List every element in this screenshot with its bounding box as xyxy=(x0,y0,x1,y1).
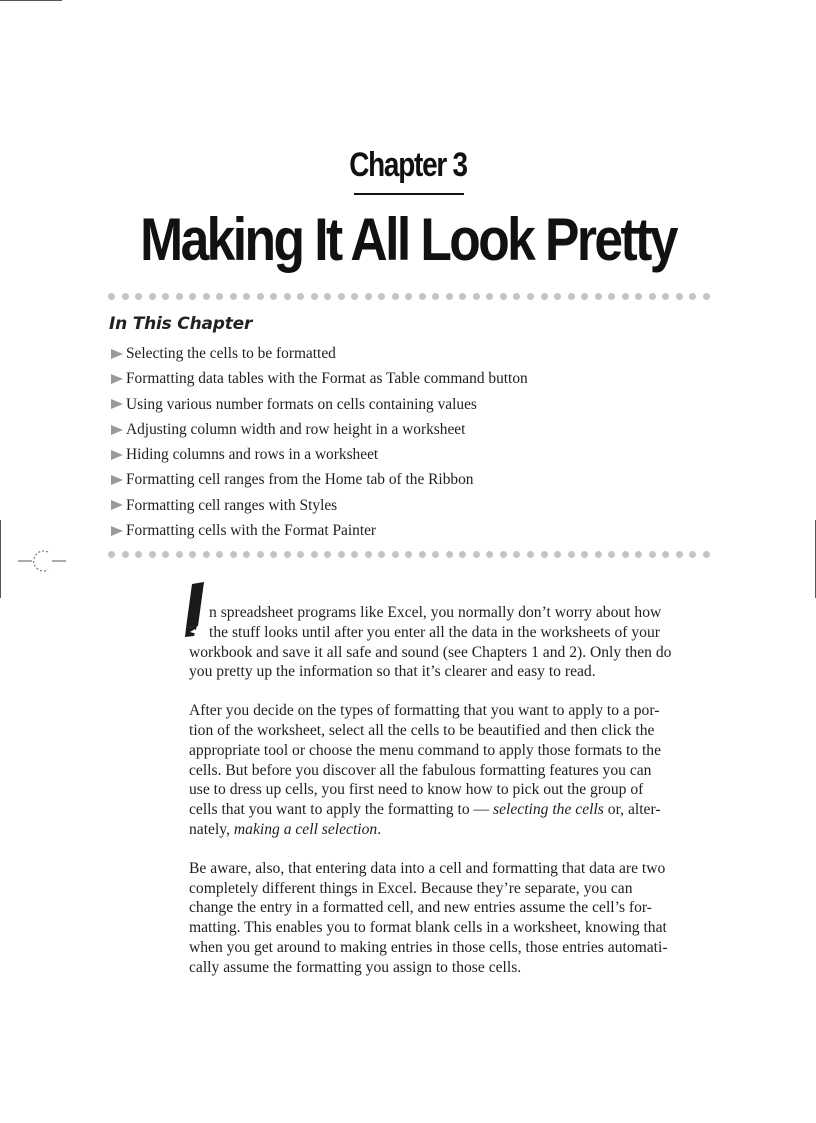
separator-dot xyxy=(243,551,250,558)
body-text xyxy=(189,603,709,997)
separator-dot xyxy=(513,551,520,558)
list-item: Hiding columns and rows in a worksheet xyxy=(111,442,528,467)
separator-dot xyxy=(284,293,291,300)
paragraph-1: n spreadsheet programs like Excel, you normally don’t worry about how the stuff looks until after you enter all the data in the worksheets of your workbook and save it all safe and sound (see Chapters 1 and 2). Only then do you pretty up the information so that it’s clearer and easy to read. xyxy=(189,604,672,681)
separator-dot xyxy=(257,551,264,558)
bullet-arrow-icon xyxy=(111,475,123,485)
separator-dot xyxy=(270,551,277,558)
separator-dot xyxy=(324,551,331,558)
separator-dot xyxy=(149,293,156,300)
separator-dot xyxy=(108,293,115,300)
separator-dot xyxy=(554,293,561,300)
paragraph-2: After you decide on the types of formatting that you want to apply to a por- tion of the worksheet, select all the cells to be beautified and then click the appropriate tool or choose the menu command to apply those formats to the cells. But before you discover all the fabulous formatting features you can use to dress up cells, you first need to know how to pick out the group of cells that you want to apply the formatting to — selecting the cells or, alter- nately, making a cell selection. xyxy=(189,702,662,838)
separator-dot xyxy=(378,293,385,300)
separator-dot xyxy=(311,293,318,300)
italic-term: selecting the cells xyxy=(493,801,604,819)
chapter-number: Chapter 3 xyxy=(349,146,467,184)
separator-dot xyxy=(324,293,331,300)
separator-dot xyxy=(432,293,439,300)
separator-dot xyxy=(392,551,399,558)
separator-dot xyxy=(446,293,453,300)
crop-mark-top-left xyxy=(0,0,62,1)
separator-dot xyxy=(203,293,210,300)
separator-dot xyxy=(189,293,196,300)
separator-dot xyxy=(649,293,656,300)
separator-dot xyxy=(351,293,358,300)
separator-dot xyxy=(243,293,250,300)
separator-dot xyxy=(338,551,345,558)
separator-dot xyxy=(486,551,493,558)
bullet-arrow-icon xyxy=(111,450,123,460)
dotted-separator-bottom xyxy=(108,549,710,559)
separator-dot xyxy=(230,551,237,558)
separator-dot xyxy=(500,551,507,558)
separator-dot xyxy=(162,551,169,558)
separator-dot xyxy=(581,551,588,558)
separator-dot xyxy=(122,551,129,558)
separator-dot xyxy=(649,551,656,558)
separator-dot xyxy=(473,551,480,558)
separator-dot xyxy=(392,293,399,300)
separator-dot xyxy=(608,551,615,558)
separator-dot xyxy=(554,551,561,558)
separator-dot xyxy=(149,551,156,558)
bullet-arrow-icon xyxy=(111,526,123,536)
separator-dot xyxy=(365,551,372,558)
separator-dot xyxy=(297,293,304,300)
list-item: Formatting data tables with the Format as Table command button xyxy=(111,366,528,391)
separator-dot xyxy=(446,551,453,558)
registration-mark-icon xyxy=(18,548,66,574)
separator-dot xyxy=(703,551,710,558)
bullet-arrow-icon xyxy=(111,500,123,510)
separator-dot xyxy=(676,551,683,558)
bullet-arrow-icon xyxy=(111,425,123,435)
separator-dot xyxy=(676,293,683,300)
separator-dot xyxy=(311,551,318,558)
separator-dot xyxy=(176,551,183,558)
separator-dot xyxy=(432,551,439,558)
separator-dot xyxy=(568,551,575,558)
separator-dot xyxy=(419,551,426,558)
separator-dot xyxy=(689,293,696,300)
separator-dot xyxy=(568,293,575,300)
separator-dot xyxy=(270,293,277,300)
separator-dot xyxy=(189,551,196,558)
separator-dot xyxy=(513,293,520,300)
separator-dot xyxy=(527,551,534,558)
separator-dot xyxy=(284,551,291,558)
separator-dot xyxy=(541,551,548,558)
separator-dot xyxy=(297,551,304,558)
italic-term: making a cell selection xyxy=(233,820,378,838)
separator-dot xyxy=(135,293,142,300)
separator-dot xyxy=(405,293,412,300)
list-item: Formatting cells with the Format Painter xyxy=(111,518,528,543)
chapter-title: Making It All Look Pretty xyxy=(140,206,676,273)
separator-dot xyxy=(257,293,264,300)
separator-dot xyxy=(230,293,237,300)
crop-mark-left-vertical xyxy=(0,520,1,598)
separator-dot xyxy=(459,293,466,300)
separator-dot xyxy=(500,293,507,300)
separator-dot xyxy=(162,293,169,300)
in-this-chapter-list xyxy=(111,341,528,543)
paragraph-3: Be aware, also, that entering data into a cell and formatting that data are two completely different things in Excel. Because they’re separate, you can change the entry in a formatted cell, and new entries assume the cell’s for- matting. This enables you to format blank cells in a worksheet, knowing that when you get around to making entries in those cells, those entries automati- cally assume the formatting you assign to those cells. xyxy=(189,859,668,976)
separator-dot xyxy=(459,551,466,558)
separator-dot xyxy=(635,551,642,558)
separator-dot xyxy=(608,293,615,300)
bullet-arrow-icon xyxy=(111,399,123,409)
in-this-chapter-heading: In This Chapter xyxy=(109,314,253,334)
separator-dot xyxy=(662,551,669,558)
separator-dot xyxy=(595,551,602,558)
separator-dot xyxy=(622,293,629,300)
separator-dot xyxy=(419,293,426,300)
separator-dot xyxy=(108,551,115,558)
list-item: Selecting the cells to be formatted xyxy=(111,341,528,366)
separator-dot xyxy=(378,551,385,558)
bullet-arrow-icon xyxy=(111,374,123,384)
separator-dot xyxy=(486,293,493,300)
separator-dot xyxy=(595,293,602,300)
separator-dot xyxy=(689,551,696,558)
list-item: Using various number formats on cells containing values xyxy=(111,392,528,417)
separator-dot xyxy=(216,551,223,558)
chapter-underline xyxy=(354,193,464,195)
separator-dot xyxy=(405,551,412,558)
list-item: Adjusting column width and row height in a worksheet xyxy=(111,417,528,442)
separator-dot xyxy=(122,293,129,300)
bullet-arrow-icon xyxy=(111,349,123,359)
separator-dot xyxy=(176,293,183,300)
list-item: Formatting cell ranges from the Home tab of the Ribbon xyxy=(111,467,528,492)
separator-dot xyxy=(581,293,588,300)
separator-dot xyxy=(527,293,534,300)
separator-dot xyxy=(365,293,372,300)
separator-dot xyxy=(351,551,358,558)
separator-dot xyxy=(635,293,642,300)
separator-dot xyxy=(338,293,345,300)
dotted-separator-top xyxy=(108,291,710,301)
separator-dot xyxy=(473,293,480,300)
separator-dot xyxy=(135,551,142,558)
list-item: Formatting cell ranges with Styles xyxy=(111,493,528,518)
separator-dot xyxy=(622,551,629,558)
separator-dot xyxy=(703,293,710,300)
separator-dot xyxy=(216,293,223,300)
separator-dot xyxy=(662,293,669,300)
separator-dot xyxy=(203,551,210,558)
separator-dot xyxy=(541,293,548,300)
